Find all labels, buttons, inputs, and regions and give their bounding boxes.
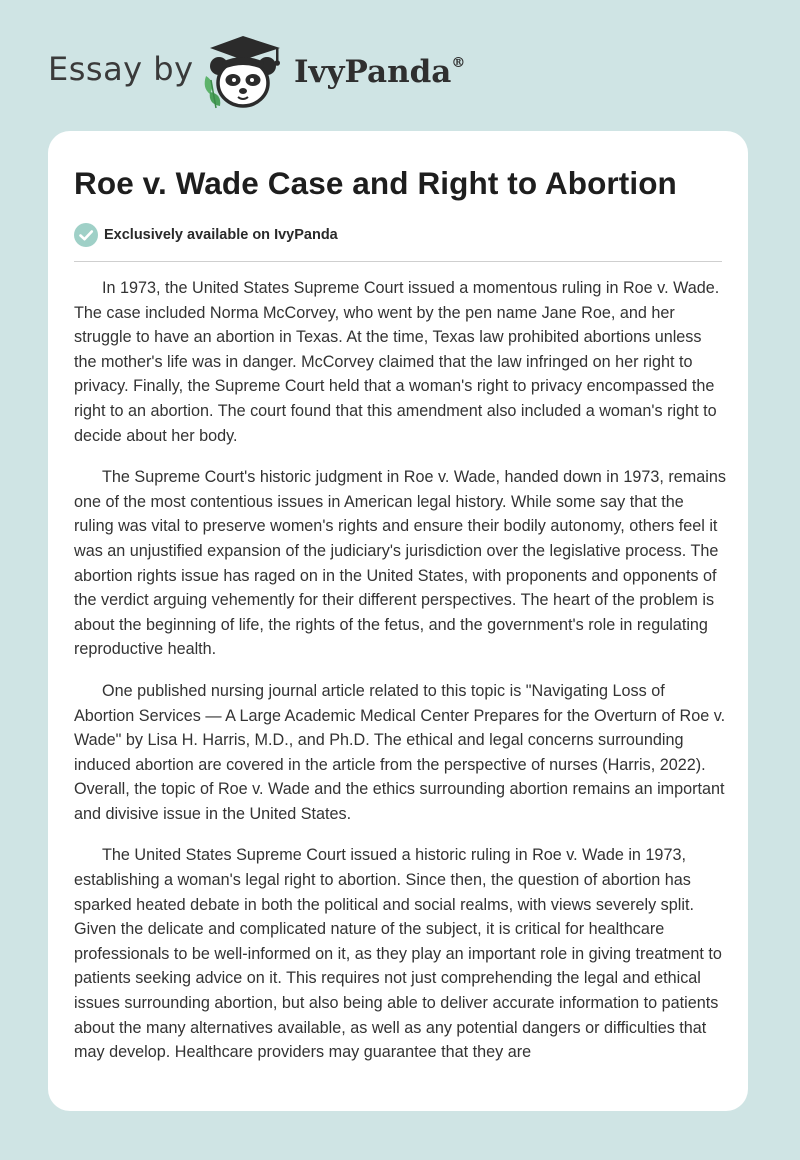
registered-mark: ® [451, 54, 466, 71]
paragraph: The Supreme Court's historic judgment in Roe v. Wade, handed down in 1973, remains one of the most contentious issues in American legal history. While some say that the ruling was vital to preserve women's rights and ensure their bodily autonomy, others feel it was an unjustified expansion of the judiciary's jurisdiction over the legislative process. The abortion rights issue has raged on in the United States, with proponents and opponents of the verdict arguing vehemently for their different perspectives. The heart of the problem is about the beginning of life, the rights of the fetus, and the government's role in regulating reproductive health. [74, 468, 726, 659]
exclusive-badge [74, 222, 338, 248]
paragraph: One published nursing journal article related to this topic is "Navigating Loss of Abortion Services — A Large Academic Medical Center Prepares for the Overturn of Roe v. Wade" by Lisa H. Harris, M.D., and Ph.D. The ethical and legal concerns surrounding induced abortion are covered in the article from the perspective of nurses (Harris, 2022). Overall, the topic of Roe v. Wade and the ethics surrounding abortion remains an important and divisive issue in the United States. [74, 681, 726, 823]
essay-title: Roe v. Wade Case and Right to Abortion [74, 165, 677, 201]
exclusive-badge-label: Exclusively available on IvyPanda [104, 227, 338, 243]
paragraph: In 1973, the United States Supreme Court issued a momentous ruling in Roe v. Wade. The case included Norma McCorvey, who went by the pen name Jane Roe, and her struggle to have an abortion in Texas. At the time, Texas law prohibited abortions unless the mother's life was in danger. McCorvey claimed that the law infringed on her right to privacy. Finally, the Supreme Court held that a woman's right to privacy encompassed the right to an abortion. The court found that this amendment also included a woman's right to decide about her body. [74, 279, 720, 445]
site-header [0, 0, 800, 130]
essay-body [74, 276, 726, 1082]
title-divider [74, 261, 722, 262]
essay-by-label: Essay by [48, 50, 194, 88]
brand-text: IvyPanda [294, 54, 452, 90]
essay-card [48, 131, 748, 1111]
brand-name[interactable] [294, 54, 465, 90]
panda-logo-icon[interactable] [200, 36, 286, 110]
paragraph: The United States Supreme Court issued a historic ruling in Roe v. Wade in 1973, establishing a woman's legal right to abortion. Since then, the question of abortion has sparked heated debate in both the political and social realms, with views severely split. Given the delicate and complicated nature of the subject, it is critical for healthcare professionals to be well-informed on it, as they play an important role in giving treatment to patients seeking advice on it. This requires not just comprehending the legal and ethical issues surrounding abortion, but also being able to deliver accurate information to patients about the many alternatives available, as well as any potential dangers or difficulties that may develop. Healthcare providers may guarantee that they are [74, 846, 722, 1062]
check-circle-icon [74, 223, 98, 247]
